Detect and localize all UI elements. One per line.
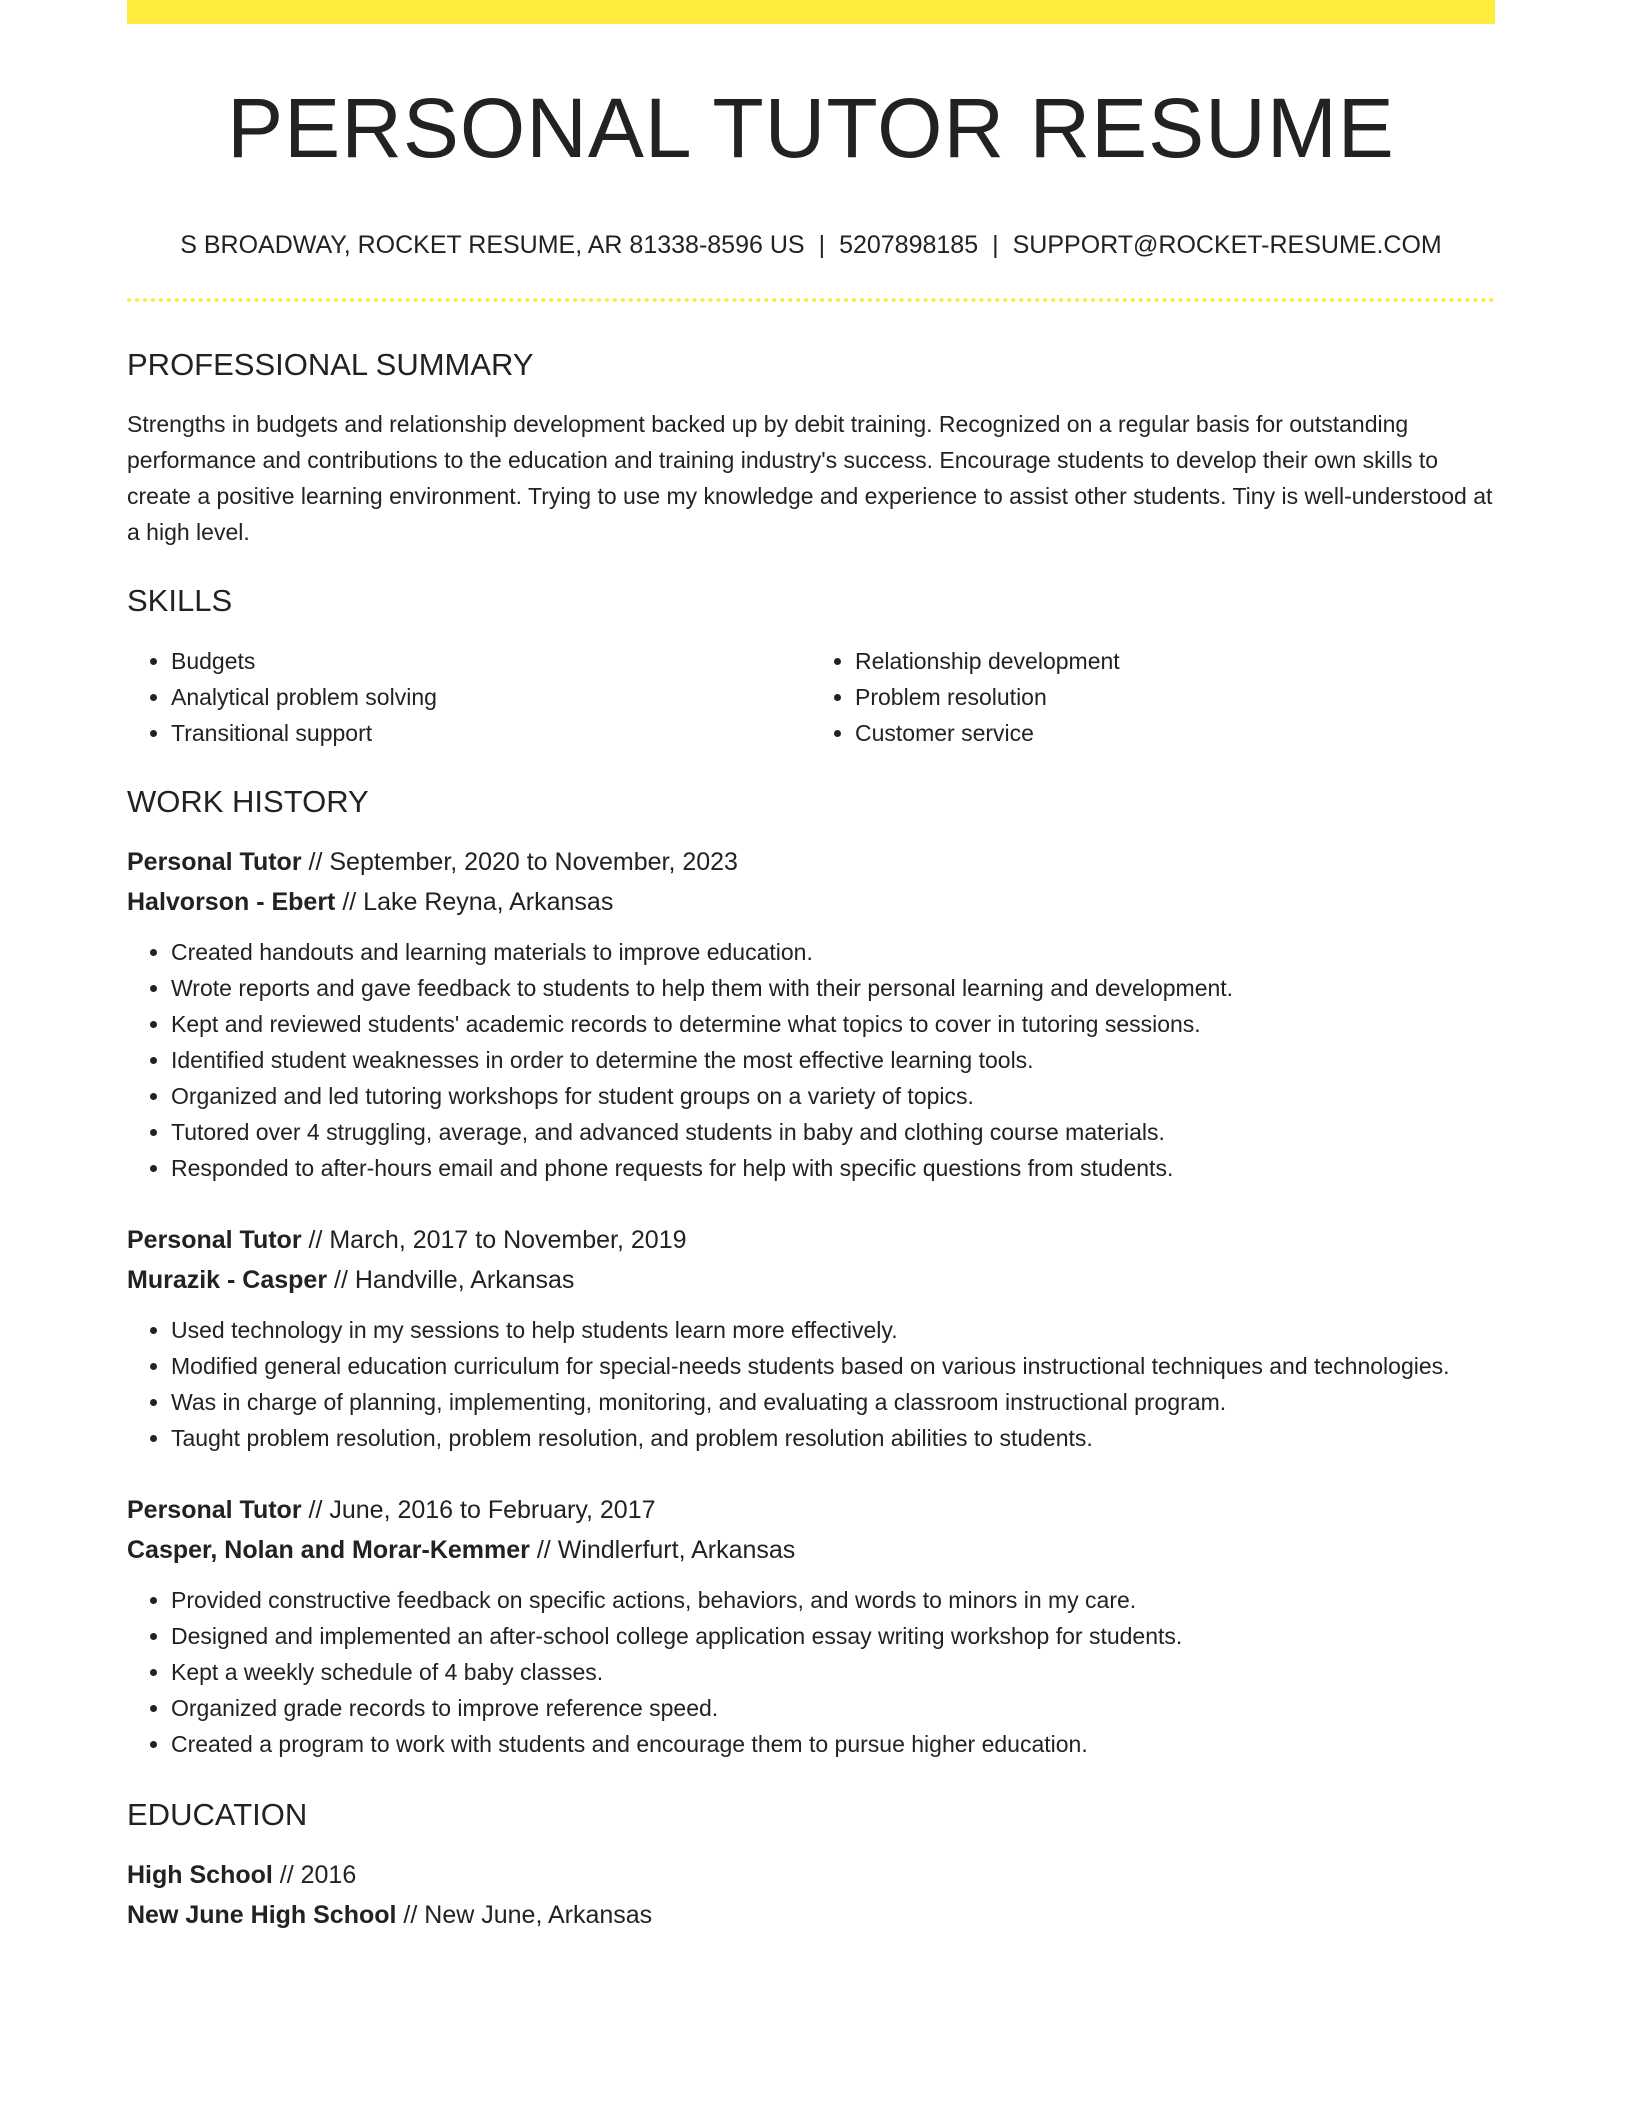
job-bullet: • Kept and reviewed students' academic records to determine what topics to cover in tutoring sessions. xyxy=(171,1006,1495,1042)
education-heading: EDUCATION xyxy=(127,1796,308,1832)
contact-address: S BROADWAY, ROCKET RESUME, AR 81338-8596 US xyxy=(180,231,805,260)
job-title: Personal Tutor xyxy=(127,1225,302,1254)
dotted-divider xyxy=(127,298,1495,302)
delimiter: // xyxy=(301,1225,330,1254)
job-location: Lake Reyna, Arkansas xyxy=(363,887,614,916)
skill-item: • Customer service xyxy=(855,715,1495,751)
delimiter: // xyxy=(327,1265,355,1294)
job-location: Windlerfurt, Arkansas xyxy=(557,1535,796,1564)
education-degree-line xyxy=(127,1855,1495,1895)
job-bullet: • Designed and implemented an after-school college application essay writing workshop for students. xyxy=(171,1618,1495,1654)
skills-column-left xyxy=(127,643,811,751)
job-bullet: • Tutored over 4 struggling, average, and advanced students in baby and clothing course materials. xyxy=(171,1114,1495,1150)
resume-title: PERSONAL TUTOR RESUME xyxy=(227,81,1395,175)
job-bullets xyxy=(127,1582,1495,1762)
job-entry xyxy=(127,1490,1495,1762)
summary-heading: PROFESSIONAL SUMMARY xyxy=(127,347,534,383)
skills-heading: SKILLS xyxy=(127,582,233,618)
job-dates: March, 2017 to November, 2019 xyxy=(329,1225,687,1254)
job-bullet: • Kept a weekly schedule of 4 baby classes. xyxy=(171,1654,1495,1690)
job-bullet: • Organized grade records to improve reference speed. xyxy=(171,1690,1495,1726)
education-entry xyxy=(127,1855,1495,1935)
delimiter: // xyxy=(272,1861,301,1890)
job-entry xyxy=(127,1220,1495,1456)
skill-item: • Transitional support xyxy=(171,715,811,751)
contact-separator: | xyxy=(992,231,999,260)
delimiter: // xyxy=(301,1495,330,1524)
delimiter: // xyxy=(335,887,364,916)
job-title-line xyxy=(127,1490,1495,1530)
resume-page xyxy=(127,0,1495,1935)
job-company: Casper, Nolan and Morar-Kemmer xyxy=(127,1535,530,1564)
job-entry xyxy=(127,842,1495,1186)
top-accent-bar xyxy=(127,0,1495,24)
job-bullet: • Used technology in my sessions to help students learn more effectively. xyxy=(171,1312,1495,1348)
skill-item: • Problem resolution xyxy=(855,679,1495,715)
job-bullet: • Created a program to work with students and encourage them to pursue higher education. xyxy=(171,1726,1495,1762)
job-company-line xyxy=(127,882,1495,922)
job-bullet: • Was in charge of planning, implementing, monitoring, and evaluating a classroom instructional program. xyxy=(171,1384,1495,1420)
education-year: 2016 xyxy=(300,1861,357,1890)
job-bullet: • Organized and led tutoring workshops for student groups on a variety of topics. xyxy=(171,1078,1495,1114)
job-title-line xyxy=(127,1220,1495,1260)
job-bullet: • Identified student weaknesses in order to determine the most effective learning tools. xyxy=(171,1042,1495,1078)
skill-item: • Relationship development xyxy=(855,643,1495,679)
delimiter: // xyxy=(396,1901,425,1930)
job-bullet: • Modified general education curriculum for special-needs students based on various instructional techniques and technologies. xyxy=(171,1348,1495,1384)
summary-text: Strengths in budgets and relationship development backed up by debit training. Recognized on a regular basis for outstanding performance and contributions to the education and training industry's success. Encourage students to develop their own skills to create a positive learning environment. Trying to use my knowledge and experience to assist other students. Tiny is well-understood at a high level. xyxy=(127,410,1493,545)
job-company-line xyxy=(127,1260,1495,1300)
job-bullets xyxy=(127,1312,1495,1456)
job-company: Murazik - Casper xyxy=(127,1265,328,1294)
work-history-heading: WORK HISTORY xyxy=(127,783,369,819)
skills-column-right xyxy=(811,643,1495,751)
contact-separator: | xyxy=(818,231,826,260)
job-location: Handville, Arkansas xyxy=(354,1265,575,1294)
job-bullet: • Provided constructive feedback on specific actions, behaviors, and words to minors in my care. xyxy=(171,1582,1495,1618)
contact-line xyxy=(127,230,1495,260)
job-dates: September, 2020 to November, 2023 xyxy=(329,847,738,876)
delimiter: // xyxy=(529,1535,558,1564)
job-bullet: • Wrote reports and gave feedback to students to help them with their personal learning and development. xyxy=(171,970,1495,1006)
job-bullet: • Taught problem resolution, problem resolution, and problem resolution abilities to students. xyxy=(171,1420,1495,1456)
delimiter: // xyxy=(301,847,330,876)
education-degree: High School xyxy=(127,1861,273,1890)
education-school-line xyxy=(127,1895,1495,1935)
education-school: New June High School xyxy=(127,1901,397,1930)
job-bullet: • Created handouts and learning materials to improve education. xyxy=(171,934,1495,970)
job-bullet: • Responded to after-hours email and phone requests for help with specific questions from students. xyxy=(171,1150,1495,1186)
contact-email: SUPPORT@ROCKET-RESUME.COM xyxy=(1012,231,1442,260)
skill-item: • Analytical problem solving xyxy=(171,679,811,715)
job-title: Personal Tutor xyxy=(127,1495,302,1524)
education-location: New June, Arkansas xyxy=(424,1901,653,1930)
job-title: Personal Tutor xyxy=(127,847,302,876)
job-company: Halvorson - Ebert xyxy=(127,887,336,916)
job-dates: June, 2016 to February, 2017 xyxy=(329,1495,656,1524)
job-title-line xyxy=(127,842,1495,882)
job-bullets xyxy=(127,934,1495,1186)
skill-item: • Budgets xyxy=(171,643,811,679)
job-company-line xyxy=(127,1530,1495,1570)
contact-phone: 5207898185 xyxy=(839,231,979,260)
skills-list xyxy=(127,643,1495,751)
